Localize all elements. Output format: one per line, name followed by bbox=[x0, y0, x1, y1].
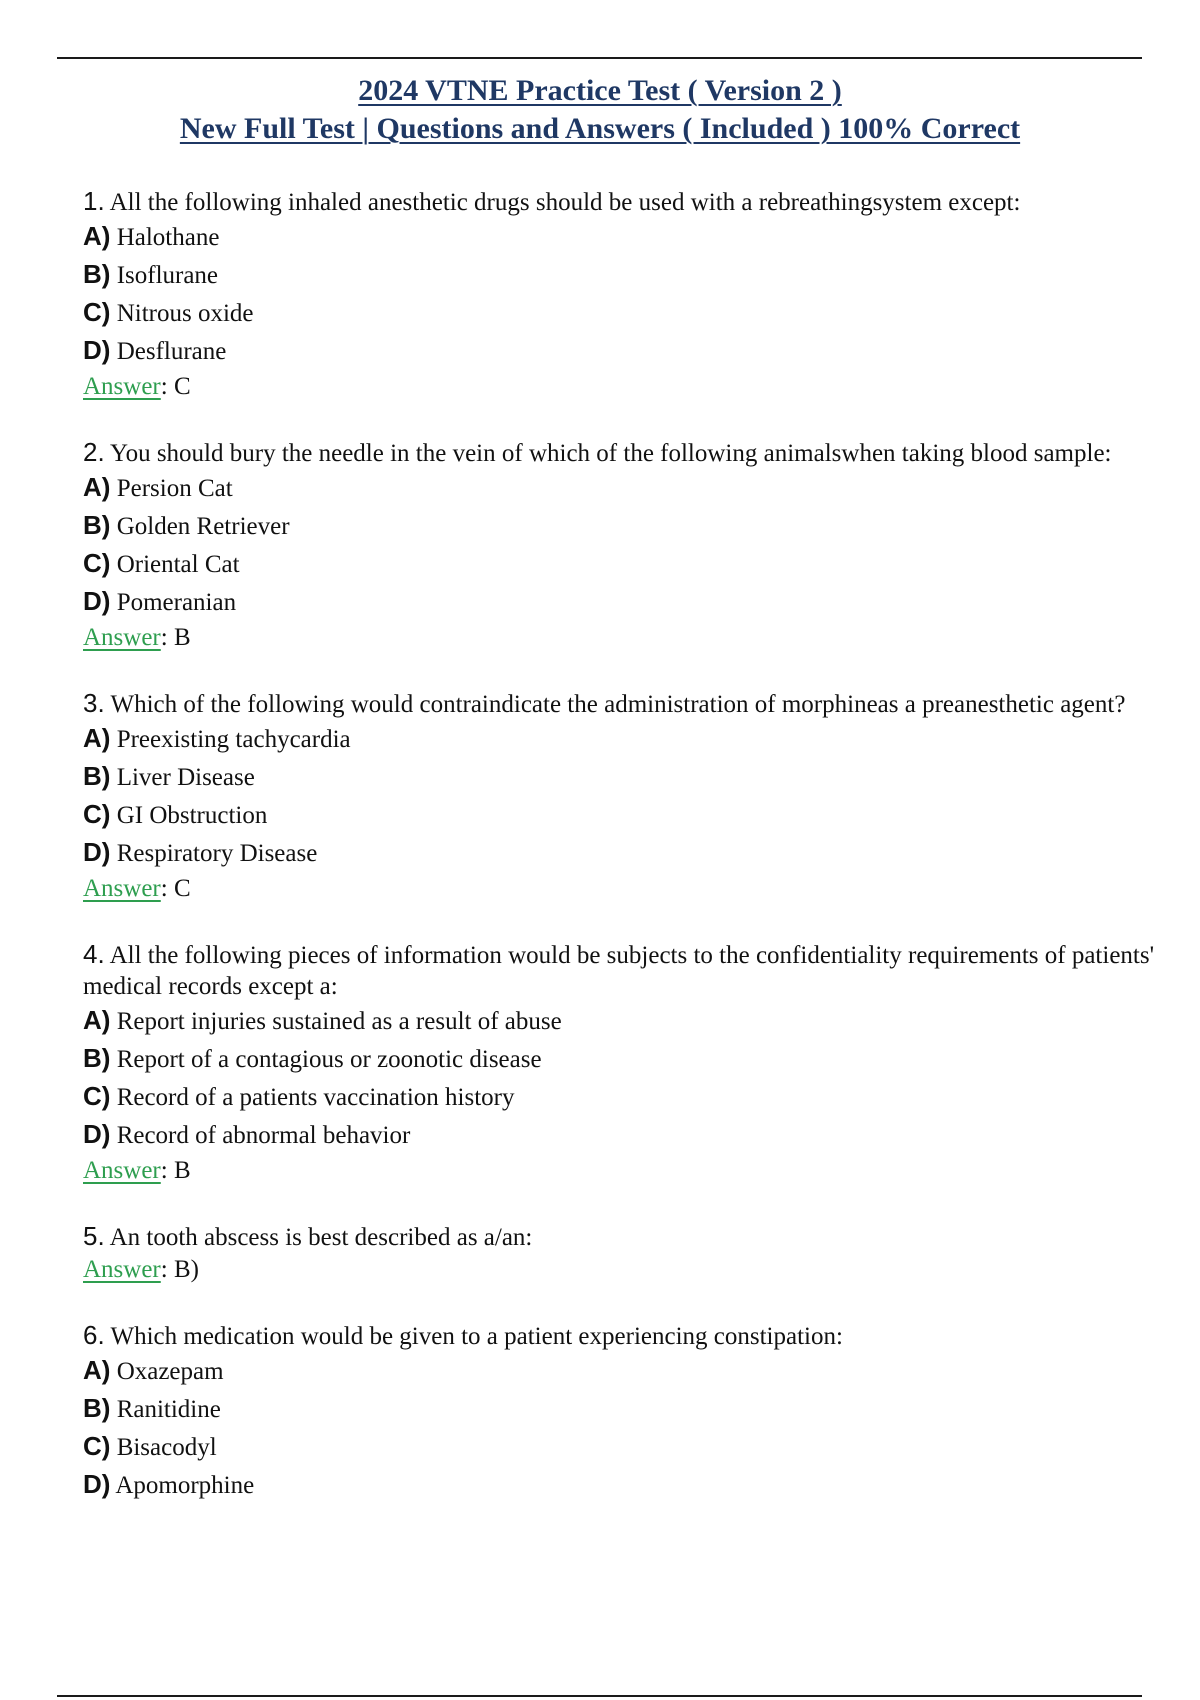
question-block bbox=[83, 688, 1163, 905]
option-letter: C) bbox=[83, 1431, 111, 1461]
option-text: Apomorphine bbox=[115, 1472, 255, 1499]
question-block bbox=[83, 186, 1163, 403]
option-text: Report injuries sustained as a result of abuse bbox=[116, 1008, 562, 1035]
title-line-1: 2024 VTNE Practice Test ( Version 2 ) bbox=[358, 74, 842, 107]
answer-option bbox=[83, 758, 1163, 796]
answer-option bbox=[83, 1352, 1163, 1390]
answer-line bbox=[83, 1154, 1163, 1187]
question-block bbox=[83, 939, 1163, 1187]
option-text: Liver Disease bbox=[116, 764, 255, 791]
answer-option bbox=[83, 545, 1163, 583]
answer-line bbox=[83, 621, 1163, 654]
answer-option bbox=[83, 469, 1163, 507]
question-body: All the following pieces of information would be subjects to the confidentiality requirements of patients' medical records except a: bbox=[83, 942, 1155, 1000]
option-letter: C) bbox=[83, 1081, 111, 1111]
option-text: Preexisting tachycardia bbox=[116, 726, 351, 753]
option-text: Respiratory Disease bbox=[116, 840, 318, 867]
answer-option bbox=[83, 218, 1163, 256]
option-text: Halothane bbox=[116, 224, 220, 251]
option-letter: C) bbox=[83, 799, 111, 829]
option-letter: B) bbox=[83, 510, 111, 540]
question-number: 2. bbox=[83, 437, 105, 467]
answer-label: Answer bbox=[83, 624, 161, 651]
answer-option bbox=[83, 1078, 1163, 1116]
answer-line bbox=[83, 1253, 1163, 1286]
option-letter: A) bbox=[83, 1355, 111, 1385]
option-letter: D) bbox=[83, 586, 111, 616]
title-line-2: New Full Test | Questions and Answers ( Included ) 100% Correct bbox=[179, 112, 1021, 145]
option-letter: B) bbox=[83, 1393, 111, 1423]
option-letter: A) bbox=[83, 723, 111, 753]
option-letter: B) bbox=[83, 1043, 111, 1073]
answer-option bbox=[83, 796, 1163, 834]
answer-value: : C bbox=[160, 373, 191, 400]
question-body: Which medication would be given to a patient experiencing constipation: bbox=[110, 1323, 843, 1350]
answer-option bbox=[83, 720, 1163, 758]
answer-value: : B bbox=[160, 1157, 191, 1184]
question-text bbox=[83, 186, 1163, 218]
answer-value: : B bbox=[160, 624, 191, 651]
answer-option bbox=[83, 294, 1163, 332]
option-text: Report of a contagious or zoonotic disease bbox=[116, 1046, 542, 1073]
answer-option bbox=[83, 507, 1163, 545]
answer-line bbox=[83, 370, 1163, 403]
question-text bbox=[83, 1320, 1163, 1352]
option-letter: B) bbox=[83, 761, 111, 791]
option-letter: C) bbox=[83, 297, 111, 327]
answer-option bbox=[83, 1002, 1163, 1040]
question-body: All the following inhaled anesthetic drugs should be used with a rebreathingsystem except: bbox=[109, 189, 1021, 216]
option-text: Golden Retriever bbox=[116, 513, 290, 540]
answer-option bbox=[83, 1466, 1163, 1504]
answer-option bbox=[83, 1428, 1163, 1466]
question-block bbox=[83, 1320, 1163, 1504]
question-number: 6. bbox=[83, 1320, 105, 1350]
answer-value: : C bbox=[160, 875, 191, 902]
answer-option bbox=[83, 1390, 1163, 1428]
answer-line bbox=[83, 872, 1163, 905]
question-block bbox=[83, 1221, 1163, 1286]
option-letter: A) bbox=[83, 1005, 111, 1035]
question-text bbox=[83, 437, 1163, 469]
answer-label: Answer bbox=[83, 373, 161, 400]
answer-value: : B) bbox=[160, 1256, 199, 1283]
answer-option bbox=[83, 834, 1163, 872]
option-letter: D) bbox=[83, 1119, 111, 1149]
option-letter: C) bbox=[83, 548, 111, 578]
option-letter: D) bbox=[83, 335, 111, 365]
option-text: GI Obstruction bbox=[116, 802, 268, 829]
bottom-rule bbox=[57, 1695, 1142, 1697]
answer-option bbox=[83, 332, 1163, 370]
option-text: Oxazepam bbox=[116, 1358, 224, 1385]
question-text bbox=[83, 688, 1163, 720]
option-text: Pomeranian bbox=[116, 589, 237, 616]
option-letter: D) bbox=[83, 1469, 111, 1499]
document-header bbox=[0, 72, 1200, 148]
question-body: An tooth abscess is best described as a/an: bbox=[109, 1224, 533, 1251]
option-text: Ranitidine bbox=[116, 1396, 221, 1423]
question-body: You should bury the needle in the vein of which of the following animalswhen taking blood sample: bbox=[110, 440, 1112, 467]
option-text: Desflurane bbox=[116, 338, 227, 365]
option-text: Bisacodyl bbox=[116, 1434, 217, 1461]
question-number: 1. bbox=[83, 186, 105, 216]
option-letter: B) bbox=[83, 259, 111, 289]
option-letter: A) bbox=[83, 221, 111, 251]
answer-label: Answer bbox=[83, 875, 161, 902]
answer-option bbox=[83, 583, 1163, 621]
option-letter: A) bbox=[83, 472, 111, 502]
question-text bbox=[83, 939, 1163, 1002]
question-number: 4. bbox=[83, 939, 105, 969]
answer-option bbox=[83, 1040, 1163, 1078]
question-number: 5. bbox=[83, 1221, 105, 1251]
question-block bbox=[83, 437, 1163, 654]
option-text: Record of a patients vaccination history bbox=[116, 1084, 515, 1111]
option-text: Record of abnormal behavior bbox=[116, 1122, 411, 1149]
question-list bbox=[83, 186, 1163, 1538]
option-text: Nitrous oxide bbox=[116, 300, 254, 327]
answer-option bbox=[83, 256, 1163, 294]
option-text: Isoflurane bbox=[116, 262, 219, 289]
option-text: Persion Cat bbox=[116, 475, 233, 502]
question-body: Which of the following would contraindicate the administration of morphineas a preanesthetic agent? bbox=[110, 691, 1126, 718]
option-letter: D) bbox=[83, 837, 111, 867]
option-text: Oriental Cat bbox=[116, 551, 240, 578]
question-text bbox=[83, 1221, 1163, 1253]
top-rule bbox=[57, 57, 1142, 59]
answer-label: Answer bbox=[83, 1256, 161, 1283]
answer-label: Answer bbox=[83, 1157, 161, 1184]
question-number: 3. bbox=[83, 688, 105, 718]
answer-option bbox=[83, 1116, 1163, 1154]
